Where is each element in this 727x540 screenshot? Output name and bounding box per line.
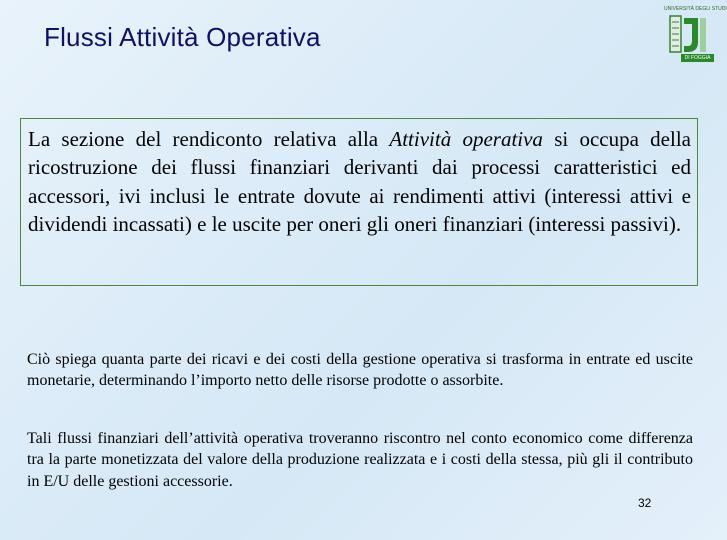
paragraph-2: Tali flussi finanziari dell’attività operativa troveranno riscontro nel conto economico come differenza tra la parte monetizzata del valore della produzione realizzata e i costi della stessa, più gli il contributo in E/U delle gestioni accessorie. <box>27 430 693 490</box>
box-text-after: si occupa della ricostruzione dei flussi finanziari derivanti dai processi caratteristici ed accessori, ivi inclusi le entrate dovute ai rendimenti attivi (interessi attivi e dividendi incassati) e le uscite per oneri gli oneri finanziari (interessi passivi). <box>28 127 691 237</box>
box-text-before: La sezione del rendiconto relativa alla <box>28 127 390 151</box>
logo-top-text: UNIVERSITÀ DEGLI STUDI <box>664 6 727 12</box>
university-logo <box>664 6 727 62</box>
logo-bottom-text: DI FOGGIA <box>681 54 714 62</box>
box-text-emphasis: Attività operativa <box>389 127 543 151</box>
page-number: 32 <box>638 496 652 510</box>
paragraph-1: Ciò spiega quanta parte dei ricavi e dei costi della gestione operativa si trasforma in entrate ed uscite monetarie, determinando l’importo netto delle risorse prodotte o assorbite. <box>27 351 693 390</box>
slide-title: Flussi Attività Operativa <box>44 22 321 52</box>
highlighted-text-box <box>20 118 698 286</box>
